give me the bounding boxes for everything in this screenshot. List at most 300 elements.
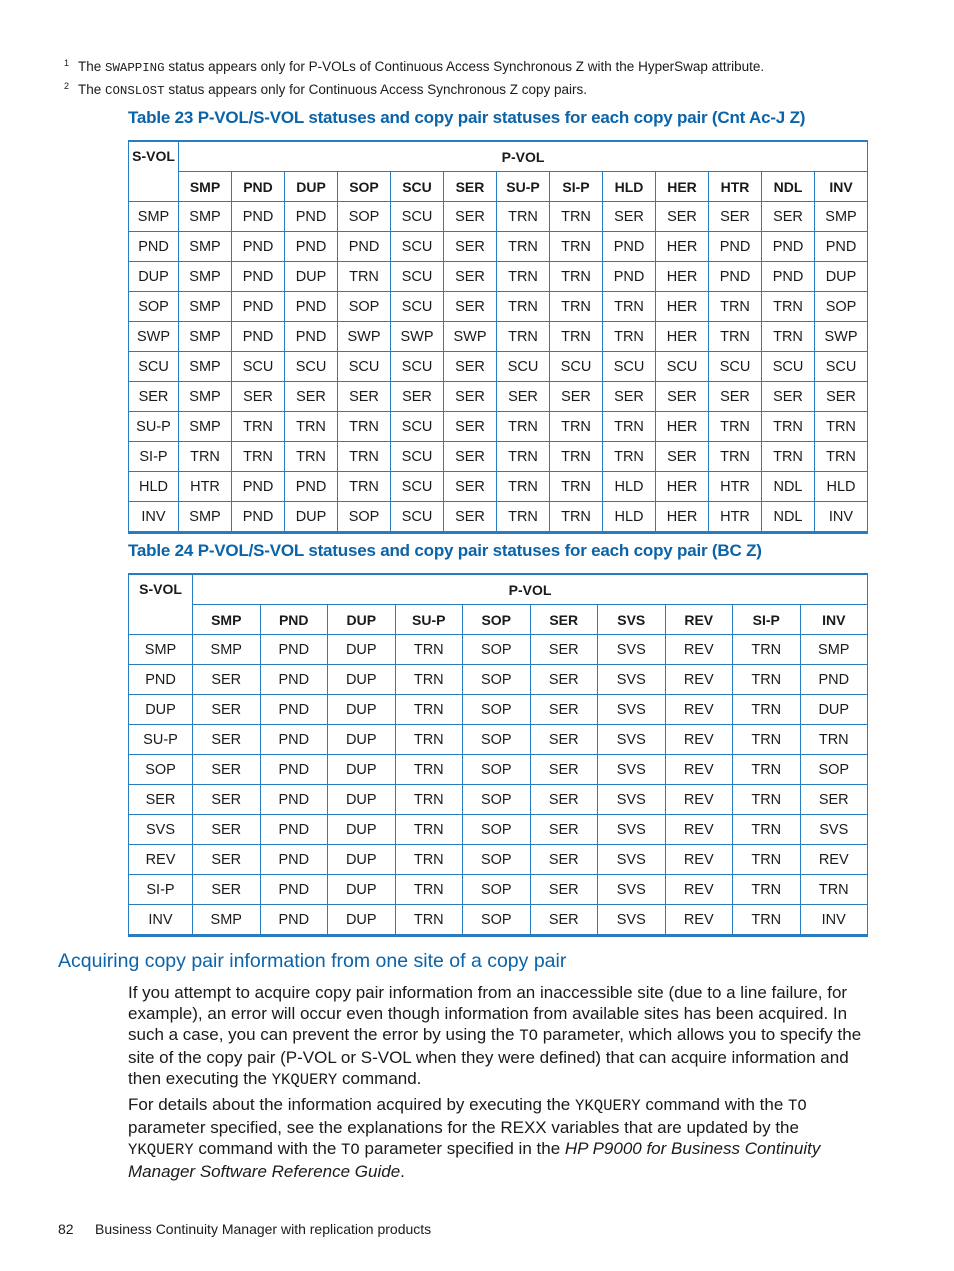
table-row [129,322,868,352]
table-cell: SCU [391,352,444,382]
table-cell: TRN [497,502,550,533]
column-header-row [129,172,868,202]
table-cell: SCU [656,352,709,382]
table-cell: DUP [328,905,396,936]
paragraph-1 [128,982,868,1091]
table-cell: DUP [815,262,868,292]
table-row [129,725,868,755]
table-cell: PND [762,232,815,262]
table-cell: TRN [395,785,463,815]
table-cell: PND [285,472,338,502]
table-cell: SCU [762,352,815,382]
table-cell: TRN [497,322,550,352]
table-cell: SVS [800,815,868,845]
table-cell: SER [762,202,815,232]
table-cell: HER [656,412,709,442]
table-body [129,635,868,936]
table-cell: SER [603,202,656,232]
table-cell: SVS [598,875,666,905]
table-cell: DUP [328,845,396,875]
table-cell: SER [530,905,598,936]
row-header: SCU [129,352,179,382]
table-cell: PND [285,232,338,262]
table-row [129,442,868,472]
table-cell: TRN [603,442,656,472]
table-cell: SVS [598,755,666,785]
table-cell: TRN [733,815,801,845]
table-cell: SER [444,412,497,442]
table-cell: SER [815,382,868,412]
table-cell: PND [285,322,338,352]
table-cell: DUP [328,635,396,665]
paragraph-text: command. [337,1069,422,1088]
table-cell: SCU [603,352,656,382]
table-cell: DUP [328,815,396,845]
page-footer [58,1221,431,1237]
table-cell: SER [285,382,338,412]
footnote-number: 1 [64,58,70,68]
table-cell: PND [260,665,328,695]
table-cell: HTR [709,502,762,533]
table-cell: TRN [497,262,550,292]
table-cell: NDL [762,472,815,502]
table-cell: TRN [603,412,656,442]
table-cell: SWP [815,322,868,352]
row-header: SOP [129,292,179,322]
table-cell: TRN [395,725,463,755]
table-cell: SMP [193,635,261,665]
table-cell: SCU [391,412,444,442]
table-cell: TRN [497,442,550,472]
column-header: SMP [179,172,232,202]
table-cell: TRN [232,442,285,472]
table-cell: SER [656,382,709,412]
column-header: NDL [762,172,815,202]
table-cell: SOP [463,785,531,815]
column-header: DUP [328,605,396,635]
table-row [129,635,868,665]
table-cell: TRN [497,412,550,442]
table-cell: TRN [395,695,463,725]
header-row [129,574,868,605]
table-cell: SER [530,665,598,695]
table-cell: REV [665,755,733,785]
table-row [129,262,868,292]
table-cell: TRN [733,785,801,815]
table-cell: HER [656,502,709,533]
table-cell: TRN [603,322,656,352]
table-cell: SER [656,202,709,232]
table-cell: REV [665,785,733,815]
table-cell: SER [530,845,598,875]
table-cell: DUP [328,875,396,905]
table-cell: SCU [338,352,391,382]
table-cell: PND [338,232,391,262]
table-cell: SER [338,382,391,412]
table-cell: SER [193,695,261,725]
row-header: SVS [129,815,193,845]
table-row [129,905,868,936]
table-cell: HER [656,322,709,352]
table-cell: DUP [285,502,338,533]
table-cell: SVS [598,785,666,815]
table-cell: DUP [285,262,338,292]
row-header: SU-P [129,412,179,442]
table-cell: SMP [193,905,261,936]
table-cell: SER [800,785,868,815]
table-cell: TRN [179,442,232,472]
table-23-caption: Table 23 P-VOL/S-VOL statuses and copy pair statuses for each copy pair (Cnt Ac-J Z) [128,108,806,127]
table-cell: SOP [463,695,531,725]
svol-header: S-VOL [129,141,179,202]
row-header: PND [129,665,193,695]
footnote-text: status appears only for Continuous Access Synchronous Z copy pairs. [164,82,588,97]
table-cell: SER [444,202,497,232]
table-cell: TRN [395,905,463,936]
inline-code: YKQUERY [575,1097,641,1115]
table-cell: SWP [444,322,497,352]
table-row [129,382,868,412]
table-row [129,755,868,785]
table-cell: TRN [550,442,603,472]
table-cell: SVS [598,815,666,845]
table-row [129,875,868,905]
table-cell: PND [260,725,328,755]
table-cell: SCU [285,352,338,382]
table-row [129,352,868,382]
column-header: SOP [338,172,391,202]
table-row [129,502,868,533]
table-cell: SER [530,635,598,665]
table-cell: PND [260,815,328,845]
column-header: SCU [391,172,444,202]
table-cell: SCU [815,352,868,382]
table-cell: SER [656,442,709,472]
document-title: HP P9000 for Business Continuity Manager Software Reference Guide [128,1139,821,1181]
footnote-code: SWAPPING [105,61,165,75]
column-header: SVS [598,605,666,635]
table-cell: TRN [550,472,603,502]
table-cell: SMP [179,232,232,262]
table-cell: TRN [709,292,762,322]
table-cell: SER [497,382,550,412]
table-cell: TRN [550,262,603,292]
table-cell: SER [444,232,497,262]
paragraph-text: . [400,1162,405,1181]
row-header: SI-P [129,442,179,472]
table-24-caption: Table 24 P-VOL/S-VOL statuses and copy pair statuses for each copy pair (BC Z) [128,541,762,560]
table-cell: SOP [463,635,531,665]
table-cell: PND [800,665,868,695]
table-cell: PND [232,502,285,533]
table-cell: HLD [603,502,656,533]
table-cell: SER [444,502,497,533]
table-cell: SER [193,665,261,695]
table-cell: SER [391,382,444,412]
table-cell: SOP [463,815,531,845]
table-cell: SCU [232,352,285,382]
table-23 [128,140,868,534]
table-cell: TRN [338,412,391,442]
table-cell: SER [603,382,656,412]
paragraph-text: command with the [640,1095,789,1114]
table-cell: SER [232,382,285,412]
table-cell: SER [444,292,497,322]
table-cell: SER [762,382,815,412]
table-cell: SER [550,382,603,412]
column-header: INV [815,172,868,202]
table-header [129,141,868,202]
table-cell: SER [444,352,497,382]
table-cell: SCU [391,262,444,292]
table-cell: TRN [395,755,463,785]
inline-code: TO [341,1141,360,1159]
table-cell: SVS [598,725,666,755]
table-row [129,202,868,232]
table-row [129,815,868,845]
table-cell: HER [656,292,709,322]
inline-code: YKQUERY [128,1141,194,1159]
table-cell: SCU [391,292,444,322]
paragraph-text: parameter specified, see the explanations for the REXX variables that are updated by the [128,1118,799,1137]
footnote-1 [64,56,764,79]
row-header: HLD [129,472,179,502]
table-cell: PND [260,845,328,875]
table-cell: SVS [598,635,666,665]
table-cell: PND [260,905,328,936]
paragraph-text: parameter specified in the [359,1139,565,1158]
table-cell: TRN [550,232,603,262]
table-cell: PND [709,232,762,262]
table-cell: INV [800,905,868,936]
table-cell: PND [232,232,285,262]
table-cell: TRN [497,202,550,232]
table-cell: TRN [762,292,815,322]
table-cell: HER [656,232,709,262]
table-cell: TRN [395,665,463,695]
table-cell: REV [665,845,733,875]
row-header: SMP [129,202,179,232]
table-cell: HER [656,472,709,502]
column-header: SU-P [497,172,550,202]
table-cell: PND [603,232,656,262]
table-cell: TRN [709,322,762,352]
table-cell: HTR [709,472,762,502]
table-cell: HLD [603,472,656,502]
table-cell: PND [260,635,328,665]
table-cell: PND [285,292,338,322]
table-cell: SER [530,725,598,755]
table-cell: SOP [338,292,391,322]
table-cell: SER [709,202,762,232]
table-cell: SCU [391,202,444,232]
table-cell: PND [232,262,285,292]
table-cell: TRN [800,725,868,755]
table-cell: TRN [733,845,801,875]
inline-code: TO [788,1097,807,1115]
table-cell: TRN [395,635,463,665]
table-cell: SER [444,262,497,292]
table-cell: REV [800,845,868,875]
table-cell: SER [444,382,497,412]
table-cell: TRN [550,412,603,442]
table-cell: SWP [338,322,391,352]
table-cell: SER [193,725,261,755]
table-cell: PND [260,755,328,785]
table-cell: SER [193,755,261,785]
table-cell: TRN [395,875,463,905]
paragraph-text: If you attempt to acquire copy pair information from an inaccessible site (due to a line failure, for example), an error will occur even though information from available sites has been acquired. In such a case, you can prevent the error by using the [128,983,848,1044]
table-cell: HTR [179,472,232,502]
table-cell: PND [285,202,338,232]
table-24 [128,573,868,937]
row-header: DUP [129,695,193,725]
table-row [129,845,868,875]
row-header: INV [129,502,179,533]
table-cell: NDL [762,502,815,533]
row-header: SOP [129,755,193,785]
table-cell: SER [530,755,598,785]
row-header: SER [129,382,179,412]
table-cell: PND [709,262,762,292]
table-cell: INV [815,502,868,533]
table-cell: SER [444,472,497,502]
table-cell: SMP [800,635,868,665]
table-cell: PND [260,695,328,725]
table-cell: SCU [391,472,444,502]
table-cell: SER [530,695,598,725]
table-cell: REV [665,695,733,725]
table-header [129,574,868,635]
table-cell: TRN [285,442,338,472]
table-cell: SCU [550,352,603,382]
table-cell: SMP [179,292,232,322]
table-cell: SMP [179,352,232,382]
paragraph-text: command with the [193,1139,342,1158]
table-row [129,785,868,815]
table-body [129,202,868,533]
table-cell: TRN [338,262,391,292]
table-cell: PND [232,292,285,322]
table-cell: SER [530,815,598,845]
table-cell: DUP [328,785,396,815]
table-cell: TRN [733,755,801,785]
table-cell: SCU [709,352,762,382]
table-cell: TRN [733,635,801,665]
table-cell: REV [665,725,733,755]
row-header: SWP [129,322,179,352]
table-cell: SOP [463,905,531,936]
pvol-header: P-VOL [179,141,868,172]
footnotes [64,56,764,102]
table-cell: TRN [733,665,801,695]
paragraph-text: For details about the information acquired by executing the [128,1095,575,1114]
table-cell: PND [232,472,285,502]
table-cell: SMP [815,202,868,232]
column-header: SER [530,605,598,635]
table-cell: TRN [550,292,603,322]
table-cell: REV [665,815,733,845]
table-cell: SWP [391,322,444,352]
table-row [129,695,868,725]
column-header: HTR [709,172,762,202]
table-cell: DUP [328,695,396,725]
table-cell: SOP [463,845,531,875]
table-cell: PND [232,322,285,352]
footnote-text: The [78,82,106,97]
column-header: HER [656,172,709,202]
table-cell: SVS [598,665,666,695]
table-cell: PND [232,202,285,232]
table-cell: TRN [762,442,815,472]
column-header: DUP [285,172,338,202]
row-header: SMP [129,635,193,665]
table-cell: SOP [463,725,531,755]
column-header: SMP [193,605,261,635]
table-cell: SER [193,815,261,845]
column-header: SER [444,172,497,202]
table-cell: TRN [603,292,656,322]
column-header: SU-P [395,605,463,635]
section-body-2 [128,1094,868,1182]
table-cell: SOP [815,292,868,322]
section-body [128,982,868,1091]
table-cell: TRN [709,442,762,472]
column-header: SI-P [550,172,603,202]
table-cell: TRN [338,472,391,502]
row-header: INV [129,905,193,936]
footnote-2 [64,79,764,102]
table-cell: SMP [179,502,232,533]
table-cell: SER [709,382,762,412]
table-cell: HER [656,262,709,292]
table-cell: SOP [463,875,531,905]
column-header: PND [232,172,285,202]
row-header: PND [129,232,179,262]
table-cell: SMP [179,262,232,292]
table-cell: TRN [815,412,868,442]
table-cell: DUP [328,755,396,785]
table-cell: TRN [395,815,463,845]
table-cell: TRN [800,875,868,905]
column-header: PND [260,605,328,635]
column-header: SI-P [733,605,801,635]
table-cell: SOP [463,665,531,695]
header-row [129,141,868,172]
table-cell: SCU [391,502,444,533]
table-cell: TRN [550,322,603,352]
table-cell: PND [603,262,656,292]
table-cell: SMP [179,382,232,412]
table-cell: PND [260,875,328,905]
row-header: SU-P [129,725,193,755]
table-cell: SMP [179,202,232,232]
table-cell: TRN [550,202,603,232]
table-cell: TRN [815,442,868,472]
table-cell: REV [665,635,733,665]
table-cell: SCU [497,352,550,382]
table-cell: TRN [733,875,801,905]
table-cell: TRN [338,442,391,472]
table-cell: SMP [179,412,232,442]
column-header: INV [800,605,868,635]
table-cell: SOP [463,755,531,785]
table-cell: DUP [328,725,396,755]
table-cell: TRN [497,292,550,322]
table-row [129,292,868,322]
table-cell: TRN [395,845,463,875]
table-cell: SER [193,845,261,875]
